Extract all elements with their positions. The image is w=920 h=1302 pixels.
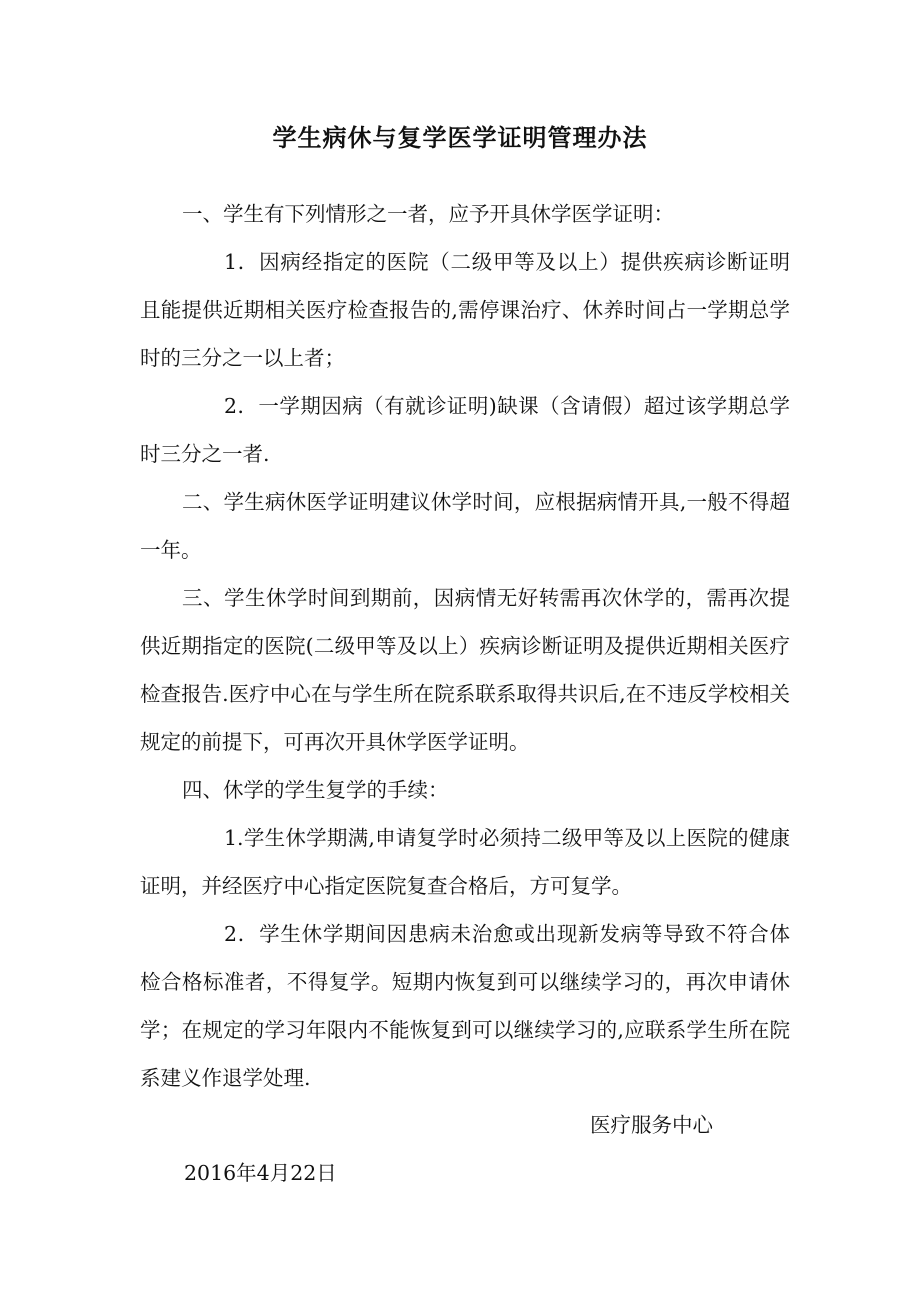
issuer-signature: 医疗服务中心 (590, 1113, 713, 1137)
section-1-item-2: 2．一学期因病（有就诊证明)缺课（含请假）超过该学期总学时三分之一者. (140, 394, 790, 466)
section-4-heading: 四、休学的学生复学的手续： (182, 778, 449, 802)
section-1-item-1: 1．因病经指定的医院（二级甲等及以上）提供疾病诊断证明且能提供近期相关医疗检查报告的,需停课治疗、休养时间占一学期总学时的三分之一以上者； (140, 250, 790, 370)
issue-date: 2016年4月22日 (184, 1161, 337, 1185)
document-title: 学生病休与复学医学证明管理办法 (272, 124, 648, 152)
section-4-item-1: 1.学生休学期满,申请复学时必须持二级甲等及以上医院的健康证明，并经医疗中心指定医院复查合格后，方可复学。 (140, 826, 790, 898)
document-body (140, 190, 790, 1102)
section-1-heading: 一、学生有下列情形之一者，应予开具休学医学证明： (182, 202, 674, 226)
section-4-item-2: 2．学生休学期间因患病未治愈或出现新发病等导致不符合体检合格标准者，不得复学。短期内恢复到可以继续学习的，再次申请休学；在规定的学习年限内不能恢复到可以继续学习的,应联系学生所在院系建义作退学处理. (140, 922, 790, 1090)
section-2-paragraph: 二、学生病休医学证明建议休学时间，应根据病情开具,一般不得超一年。 (140, 490, 790, 562)
section-3-paragraph: 三、学生休学时间到期前，因病情无好转需再次休学的，需再次提供近期指定的医院(二级甲等及以上）疾病诊断证明及提供近期相关医疗检查报告.医疗中心在与学生所在院系联系取得共识后,在不违反学校相关规定的前提下，可再次开具休学医学证明。 (140, 586, 790, 754)
